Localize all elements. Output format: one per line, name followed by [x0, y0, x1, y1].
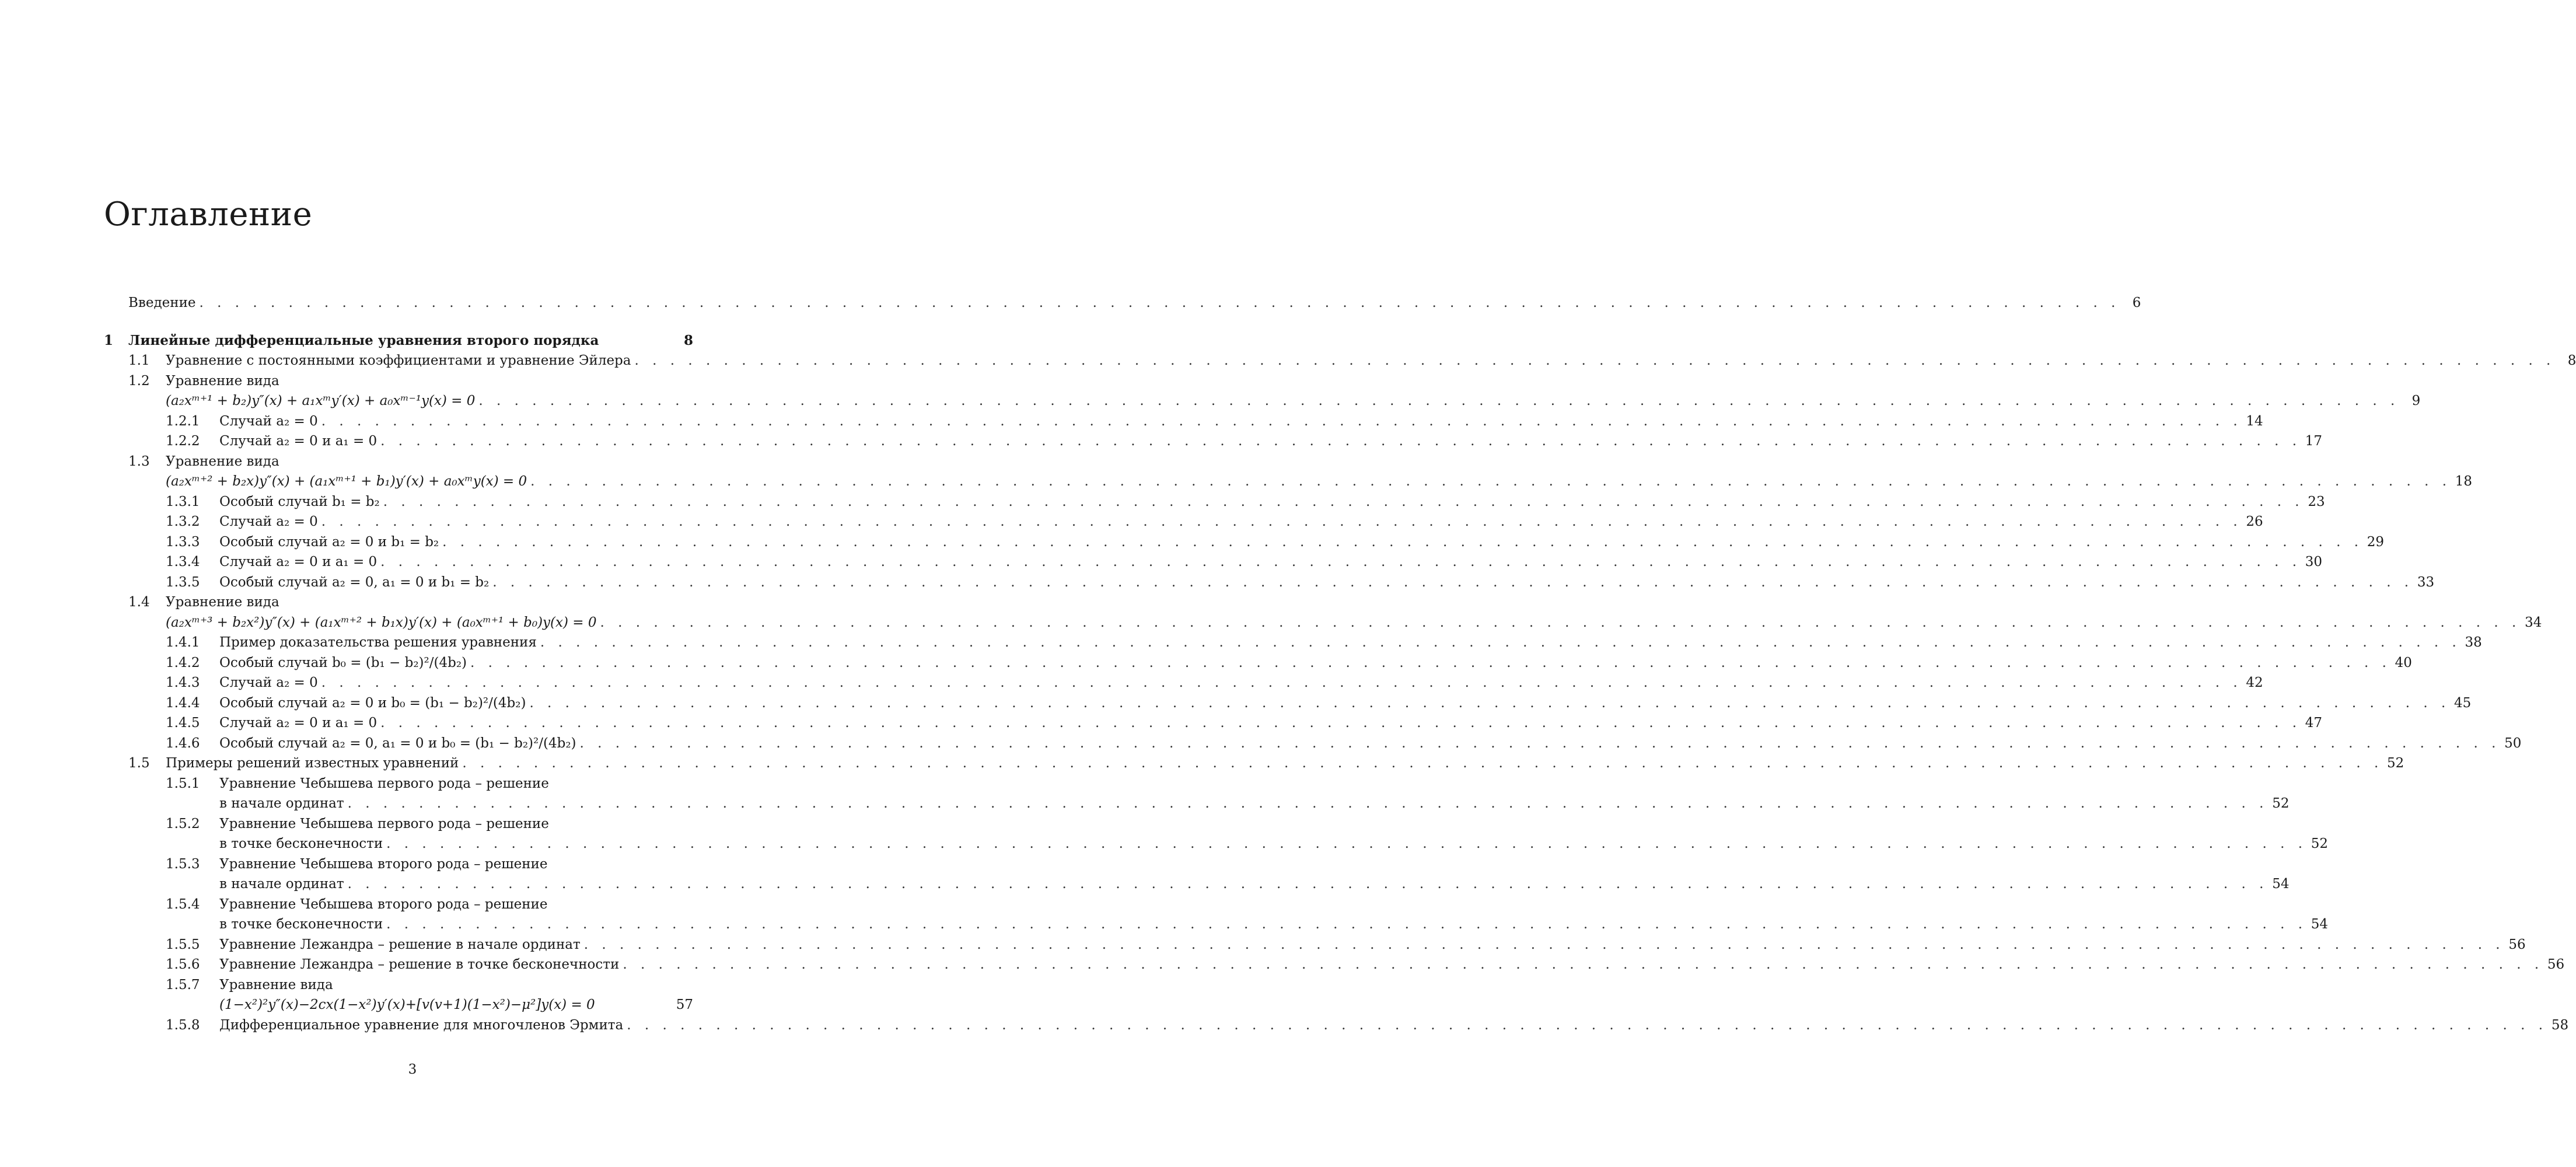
toc-page-number: 34	[2525, 614, 2542, 630]
toc-entry-number: 1.5.4	[166, 896, 200, 912]
toc-entry-1-3-3[interactable]	[104, 532, 2385, 553]
toc-entry-1-3-formula[interactable]	[104, 471, 2473, 492]
toc-entry-number: 1.3.2	[166, 514, 200, 529]
page-title: Оглавление	[104, 195, 313, 233]
toc-page-number: 9	[2411, 393, 2421, 408]
toc-entry-1-5-3-cont[interactable]	[104, 874, 2290, 895]
toc-entry-number: 1.5	[128, 756, 150, 771]
toc-entry-1-5-7[interactable]	[104, 975, 693, 995]
toc-entry-title: Пример доказательства решения уравнения	[219, 635, 537, 650]
toc-entry-formula: (a₂xᵐ⁺² + b₂x)y″(x) + (a₁xᵐ⁺¹ + b₁)y′(x) + a₀xᵐy(x) = 0	[166, 474, 527, 489]
toc-page-number: 29	[2367, 534, 2385, 550]
toc-entry-1-5-2-cont[interactable]	[104, 834, 2329, 854]
toc-entry-1-5-7-formula[interactable]	[104, 995, 693, 1015]
toc-entry-title: Примеры решений известных уравнений	[166, 756, 459, 771]
toc-entry-1-4-formula[interactable]	[104, 613, 2542, 633]
toc-entry-title: Случай a₂ = 0	[219, 413, 318, 429]
leader-dots	[321, 411, 2242, 432]
leader-dots	[540, 633, 2461, 653]
toc-page-number: 30	[2305, 554, 2323, 569]
toc-entry-number: 1.4.3	[166, 675, 200, 690]
toc-entry-number: 1.5.3	[166, 856, 200, 872]
leader-dots	[348, 874, 2269, 895]
toc-page-number: 14	[2246, 413, 2263, 429]
toc-entry-1-4[interactable]	[104, 592, 693, 613]
toc-page-number: 6	[2132, 295, 2141, 310]
toc-entry-number: 1.5.2	[166, 816, 200, 831]
toc-page-number: 47	[2305, 715, 2323, 731]
leader-dots	[478, 391, 2399, 411]
leader-dots	[380, 552, 2301, 572]
leader-dots	[470, 653, 2391, 673]
toc-entry-number: 1.4.2	[166, 655, 200, 670]
leader-dots	[380, 713, 2301, 733]
toc-entry-1-3-4[interactable]	[104, 552, 2323, 572]
toc-entry-title: Случай a₂ = 0 и a₁ = 0	[219, 715, 378, 731]
toc-entry-title: Дифференциальное уравнение для многочленов Эрмита	[219, 1017, 624, 1033]
leader-dots	[442, 532, 2363, 553]
table-of-contents	[104, 293, 2576, 1035]
toc-entry-title: Уравнение Чебышева второго рода – решение	[219, 896, 548, 912]
toc-page-number: 18	[2455, 474, 2473, 489]
leader-dots	[386, 914, 2307, 935]
toc-entry-chapter-1[interactable]	[104, 331, 693, 351]
toc-page-number: 56	[2508, 937, 2526, 952]
toc-entry-number: 1.1	[128, 353, 150, 368]
toc-page-number: 50	[2504, 735, 2522, 751]
leader-dots	[600, 613, 2521, 633]
toc-entry-1-4-3[interactable]	[104, 673, 2263, 693]
toc-entry-number: 1	[104, 332, 114, 348]
toc-entry-1-5-6[interactable]	[104, 955, 2565, 975]
toc-entry-number: 1.4.1	[166, 635, 200, 650]
toc-entry-title-continued: в точке бесконечности	[219, 917, 383, 932]
toc-entry-title: Случай a₂ = 0 и a₁ = 0	[219, 434, 378, 449]
toc-entry-1-5-1-cont[interactable]	[104, 794, 2290, 814]
toc-entry-number: 1.5.8	[166, 1017, 200, 1033]
toc-entry-title: Уравнение Лежандра – решение в начале ординат	[219, 937, 581, 952]
toc-entry-1-2-1[interactable]	[104, 411, 2263, 432]
leader-dots	[383, 492, 2304, 512]
leader-dots	[462, 753, 2383, 774]
toc-entry-formula: (1−x²)²y″(x)−2cx(1−x²)y′(x)+[v(v+1)(1−x²)−μ²]y(x) = 0	[219, 997, 595, 1012]
toc-page-number: 26	[2246, 514, 2263, 529]
leader-dots	[529, 693, 2450, 714]
toc-entry-1-4-5[interactable]	[104, 713, 2323, 733]
toc-page-number: 33	[2417, 574, 2435, 590]
toc-entry-1-4-4[interactable]	[104, 693, 2472, 714]
leader-dots	[530, 471, 2451, 492]
toc-entry-1-5-4-cont[interactable]	[104, 914, 2329, 935]
toc-entry-number: 1.3.1	[166, 494, 200, 509]
toc-entry-title: Уравнение вида	[219, 977, 333, 993]
toc-entry-1-3-2[interactable]	[104, 512, 2263, 532]
toc-page-number: 8	[683, 332, 693, 348]
toc-entry-1-5[interactable]	[104, 753, 2404, 774]
toc-page-number: 57	[676, 997, 693, 1012]
leader-dots	[321, 673, 2242, 693]
toc-entry-number: 1.4	[128, 595, 150, 610]
toc-page-number: 17	[2305, 434, 2323, 449]
leader-dots	[348, 794, 2269, 814]
toc-entry-1-3[interactable]	[104, 452, 693, 472]
toc-entry-number: 1.4.6	[166, 735, 200, 751]
toc-entry-1-5-8[interactable]	[104, 1015, 2569, 1036]
toc-entry-title: Случай a₂ = 0 и a₁ = 0	[219, 554, 378, 569]
toc-entry-1-4-1[interactable]	[104, 633, 2482, 653]
toc-entry-number: 1.2.2	[166, 434, 200, 449]
toc-entry-1-2-2[interactable]	[104, 431, 2323, 452]
toc-entry-number: 1.3.3	[166, 534, 200, 550]
toc-entry-1-1[interactable]	[104, 351, 2576, 371]
toc-entry-title: Уравнение вида	[166, 595, 279, 610]
toc-entry-title: Линейные дифференциальные уравнения второго порядка	[128, 332, 599, 348]
toc-entry-title: Особый случай a₂ = 0 и b₁ = b₂	[219, 534, 439, 550]
toc-entry-1-3-5[interactable]	[104, 572, 2435, 593]
toc-page-number: 56	[2547, 957, 2565, 972]
toc-entry-1-4-2[interactable]	[104, 653, 2412, 673]
toc-entry-title: Уравнение Чебышева второго рода – решение	[219, 856, 548, 872]
toc-entry-number: 1.5.5	[166, 937, 200, 952]
toc-entry-1-4-6[interactable]	[104, 733, 2522, 754]
toc-entry-number: 1.4.4	[166, 695, 200, 711]
toc-entry-intro[interactable]	[104, 293, 2141, 313]
toc-page-number: 58	[2551, 1017, 2569, 1033]
toc-entry-title: Уравнение Лежандра – решение в точке бесконечности	[219, 957, 620, 972]
toc-entry-1-2-formula[interactable]	[104, 391, 2421, 411]
toc-entry-number: 1.4.5	[166, 715, 200, 731]
page-number: 3	[408, 1062, 417, 1077]
toc-entry-number: 1.5.7	[166, 977, 200, 993]
toc-entry-number: 1.3	[128, 453, 150, 469]
toc-page-number: 45	[2454, 695, 2472, 711]
toc-entry-title: Особый случай a₂ = 0 и b₀ = (b₁ − b₂)²/(4b₂)	[219, 695, 526, 711]
toc-page-number: 54	[2272, 876, 2290, 892]
toc-page-number: 52	[2272, 796, 2290, 811]
leader-dots	[386, 834, 2307, 854]
toc-page-number: 54	[2311, 917, 2329, 932]
toc-page-number: 40	[2395, 655, 2412, 670]
toc-entry-number: 1.2	[128, 373, 150, 389]
toc-entry-1-5-1[interactable]	[104, 774, 693, 794]
leader-dots	[492, 572, 2413, 593]
toc-entry-title: Особый случай a₂ = 0, a₁ = 0 и b₁ = b₂	[219, 574, 490, 590]
toc-entry-title-continued: в начале ординат	[219, 796, 344, 811]
leader-dots	[380, 431, 2301, 452]
toc-entry-1-5-4[interactable]	[104, 895, 693, 915]
toc-page-number: 8	[2567, 353, 2576, 368]
toc-entry-1-5-3[interactable]	[104, 854, 693, 875]
leader-dots	[584, 935, 2505, 955]
toc-page-number: 52	[2311, 836, 2329, 851]
toc-entry-title: Уравнение вида	[166, 373, 279, 389]
toc-entry-1-2[interactable]	[104, 371, 693, 392]
leader-dots	[635, 351, 2556, 371]
toc-entry-title: Особый случай b₁ = b₂	[219, 494, 380, 509]
toc-entry-number: 1.5.1	[166, 775, 200, 791]
toc-entry-number: 1.3.5	[166, 574, 200, 590]
toc-page-number: 23	[2308, 494, 2325, 509]
toc-entry-title: Случай a₂ = 0	[219, 675, 318, 690]
toc-entry-number: 1.5.6	[166, 957, 200, 972]
toc-entry-number: 1.2.1	[166, 413, 200, 429]
leader-dots	[627, 1015, 2547, 1036]
toc-entry-title-continued: в точке бесконечности	[219, 836, 383, 851]
toc-entry-title-continued: в начале ординат	[219, 876, 344, 892]
toc-entry-title: Уравнение с постоянными коэффициентами и уравнение Эйлера	[166, 353, 631, 368]
toc-entry-number: 1.3.4	[166, 554, 200, 569]
toc-page-number: 42	[2246, 675, 2263, 690]
toc-entry-title: Особый случай b₀ = (b₁ − b₂)²/(4b₂)	[219, 655, 467, 670]
toc-entry-1-5-2[interactable]	[104, 814, 693, 834]
leader-dots	[623, 955, 2543, 975]
leader-dots	[321, 512, 2242, 532]
toc-entry-title: Случай a₂ = 0	[219, 514, 318, 529]
toc-entry-title: Уравнение Чебышева первого рода – решение	[219, 775, 549, 791]
toc-entry-1-5-5[interactable]	[104, 935, 2526, 955]
toc-entry-1-3-1[interactable]	[104, 492, 2325, 512]
toc-entry-formula: (a₂xᵐ⁺³ + b₂x²)y″(x) + (a₁xᵐ⁺² + b₁x)y′(x) + (a₀xᵐ⁺¹ + b₀)y(x) = 0	[166, 614, 597, 630]
leader-dots	[580, 733, 2501, 754]
toc-page-number: 38	[2465, 635, 2482, 650]
toc-entry-title: Введение	[128, 295, 196, 310]
toc-entry-title: Уравнение вида	[166, 453, 279, 469]
toc-entry-title: Уравнение Чебышева первого рода – решение	[219, 816, 549, 831]
toc-entry-title: Особый случай a₂ = 0, a₁ = 0 и b₀ = (b₁ − b₂)²/(4b₂)	[219, 735, 576, 751]
leader-dots	[200, 293, 2120, 313]
toc-page-number: 52	[2386, 756, 2404, 771]
toc-entry-formula: (a₂xᵐ⁺¹ + b₂)y″(x) + a₁xᵐy′(x) + a₀xᵐ⁻¹y(x) = 0	[166, 393, 476, 408]
